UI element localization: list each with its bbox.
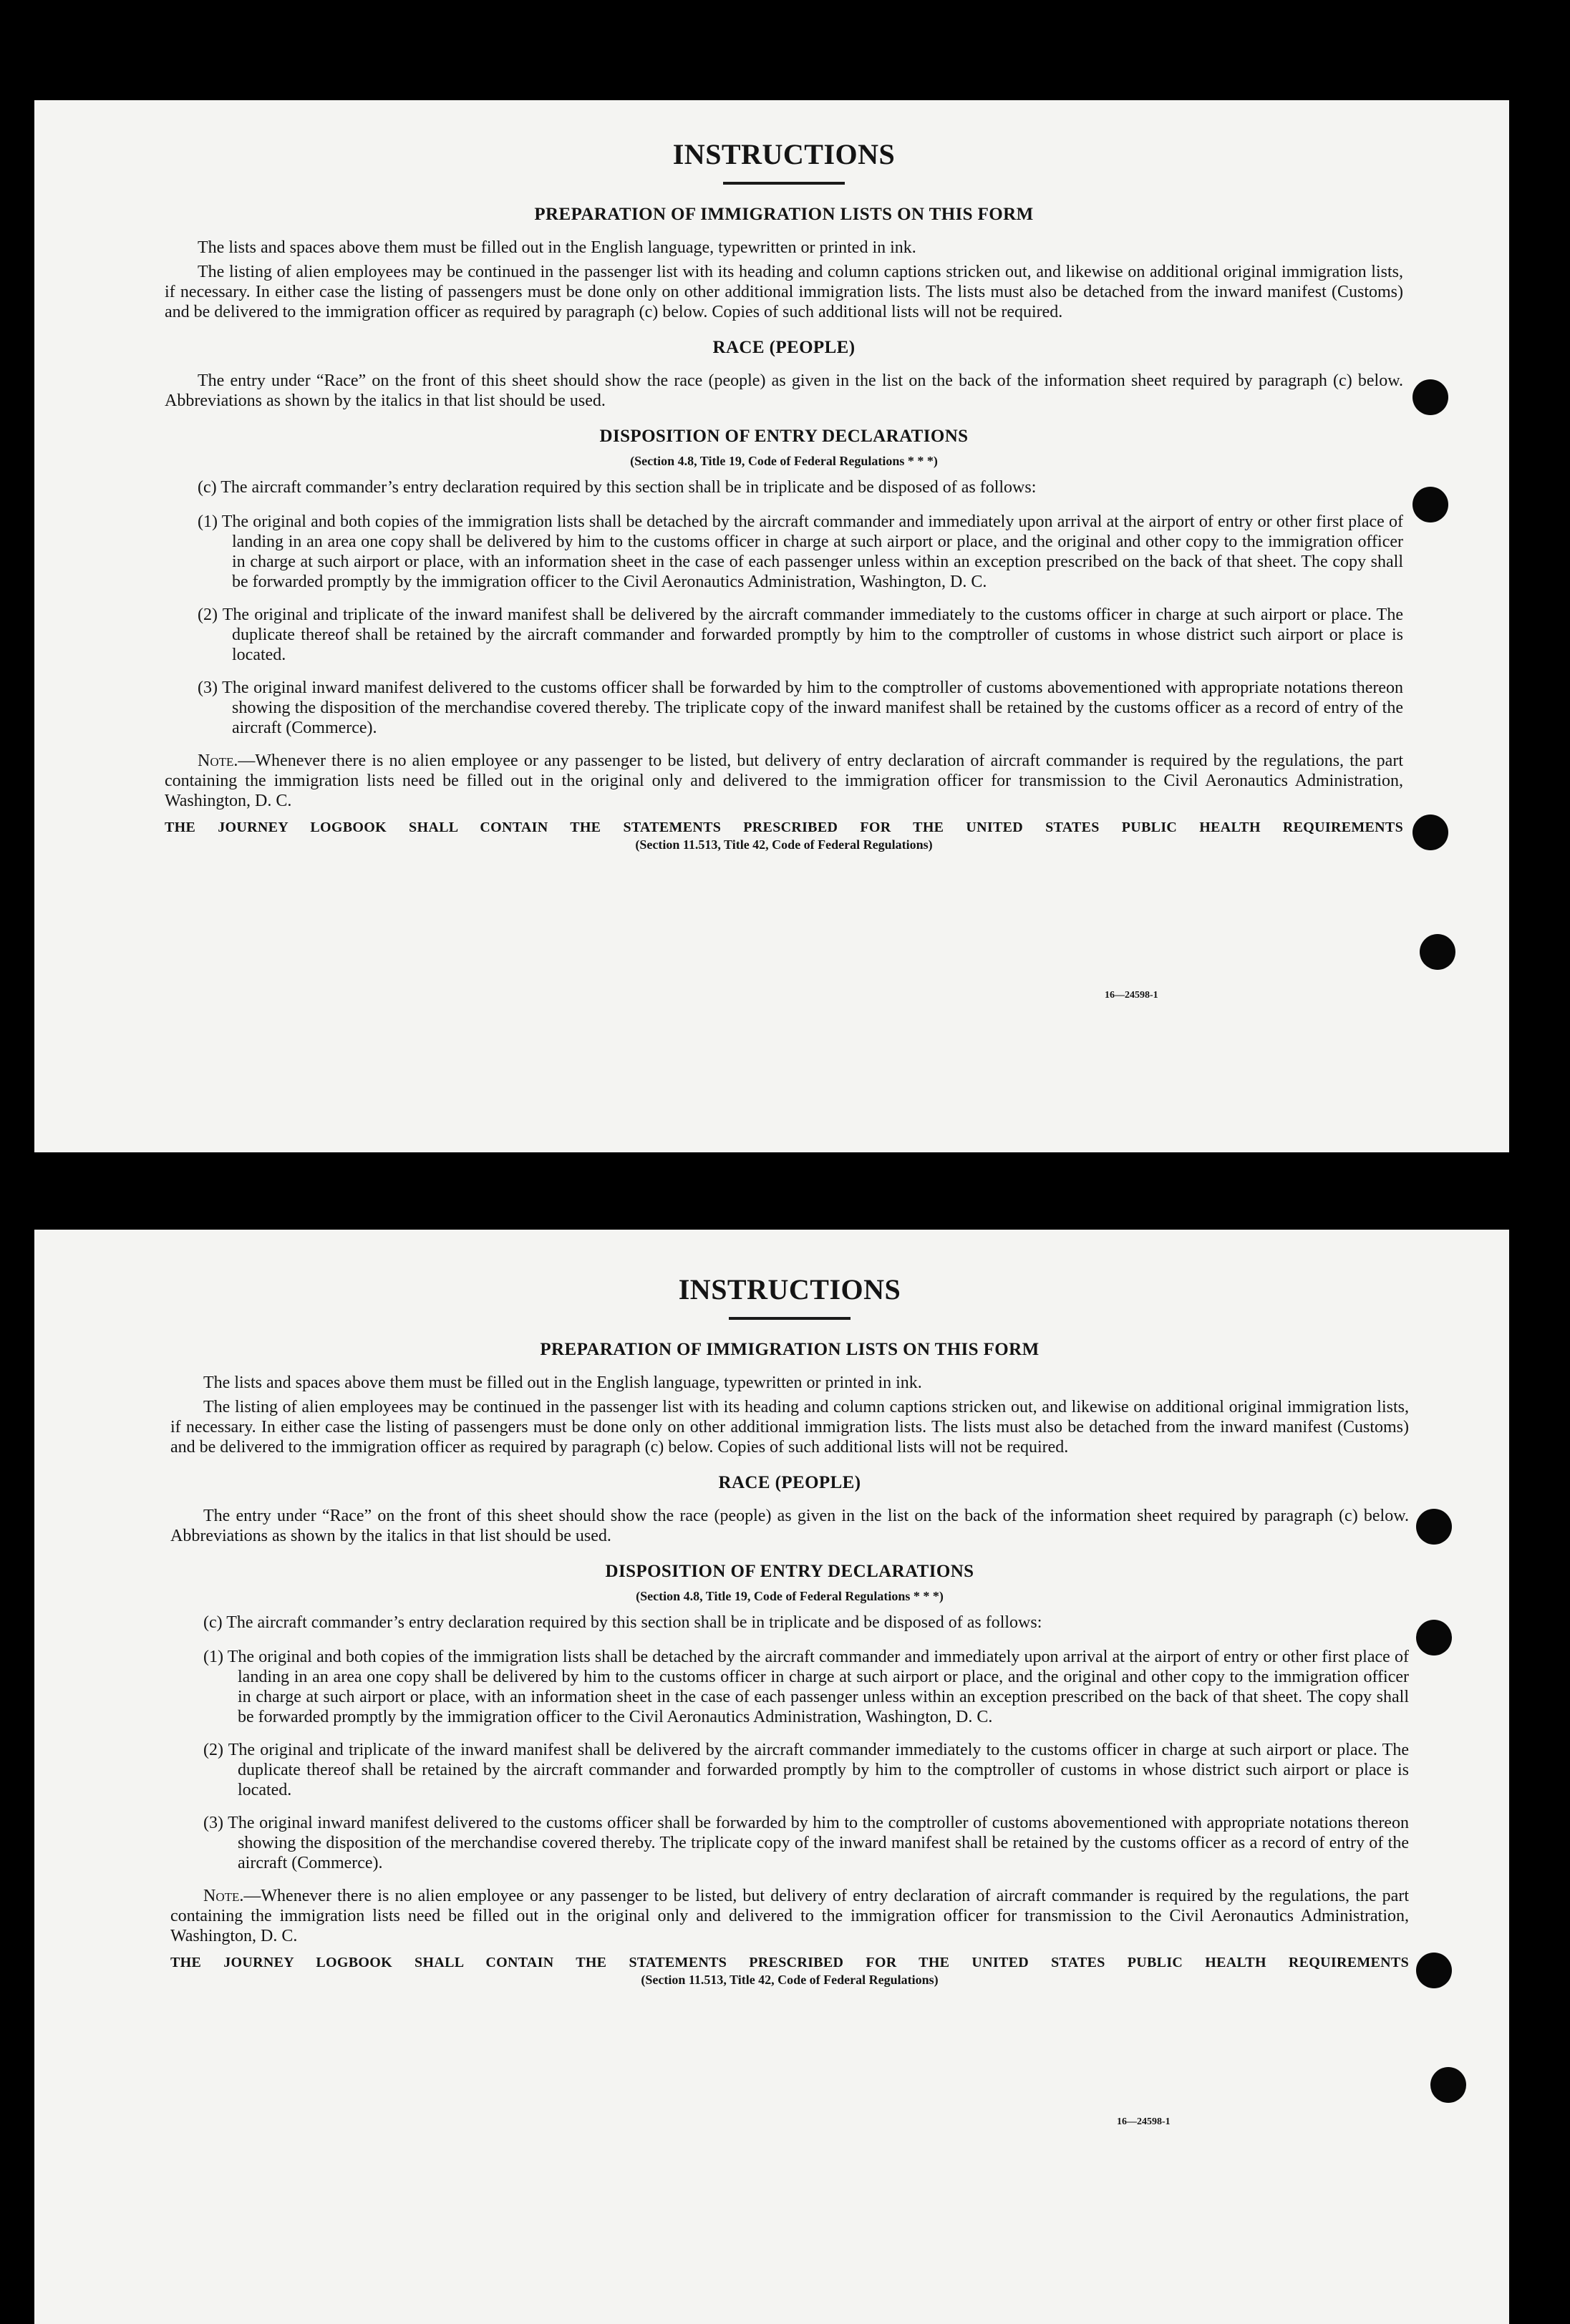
punch-hole-icon [1412,815,1448,850]
section-heading-disposition: DISPOSITION OF ENTRY DECLARATIONS [599,427,969,446]
note-paragraph [170,1886,1409,1946]
punch-hole-icon [1416,1620,1452,1656]
page-title: INSTRUCTIONS [678,1273,901,1306]
instruction-sheet-top [34,100,1509,1152]
paragraph-alien-employees: The listing of alien employees may be continued in the passenger list with its heading and column captions stricken out, and likewise on additional original immigration lists, if necessary. In either case the listing of passengers must be done only on other additional immigration lists. The lists must also be detached from the inward manifest (Customs) and be delivered to the immigration officer as required by paragraph (c) below. Copies of such additional lists will not be required. [170,1398,1409,1457]
paragraph-race: The entry under “Race” on the front of this sheet should show the race (people) as given in the list on the back of the information sheet required by paragraph (c) below. Abbreviations as shown by the italics in that list should be used. [170,1507,1409,1545]
logbook-citation: (Section 11.513, Title 42, Code of Federal Regulations) [641,1973,939,1987]
punch-hole-icon [1416,1509,1452,1545]
punch-hole-icon [1412,379,1448,415]
paragraph-alien-employees: The listing of alien employees may be continued in the passenger list with its heading and column captions stricken out, and likewise on additional original immigration lists, if necessary. In either case the listing of passengers must be done only on other additional immigration lists. The lists must also be detached from the inward manifest (Customs) and be delivered to the immigration officer as required by paragraph (c) below. Copies of such additional lists will not be required. [165,263,1403,321]
note-paragraph [165,751,1403,811]
instruction-sheet-bottom [34,1230,1509,2324]
form-number: 16—24598-1 [1105,990,1158,1001]
punch-hole-icon [1430,2067,1466,2103]
list-item-3: (3) The original inward manifest delivered to the customs officer shall be forwarded by him to the comptroller of customs abovementioned with appropriate notations thereon showing the disposition of the merchandise covered thereby. The triplicate copy of the inward manifest shall be retained by the customs officer as a record of entry of the aircraft (Commerce). [203,1814,1409,1872]
list-item-3: (3) The original inward manifest delivered to the customs officer shall be forwarded by him to the comptroller of customs abovementioned with appropriate notations thereon showing the disposition of the merchandise covered thereby. The triplicate copy of the inward manifest shall be retained by the customs officer as a record of entry of the aircraft (Commerce). [198,679,1403,737]
punch-hole-icon [1420,934,1455,970]
list-item-2: (2) The original and triplicate of the inward manifest shall be delivered by the aircraft commander immediately to the customs officer in charge at such airport or place. The duplicate thereof shall be retained by the aircraft commander and forwarded promptly by him to the comptroller of customs in whose district such airport or place is located. [203,1741,1409,1799]
title-underline [729,1317,851,1320]
punch-hole-icon [1416,1953,1452,1988]
logbook-statement: THE JOURNEY LOGBOOK SHALL CONTAIN THE STATEMENTS PRESCRIBED FOR THE UNITED STATES PUBLIC HEALTH REQUIREMENTS [170,1955,1409,1970]
page-title: INSTRUCTIONS [672,138,896,170]
form-number: 16—24598-1 [1117,2116,1171,2127]
list-item-1: (1) The original and both copies of the immigration lists shall be detached by the aircraft commander and immediately upon arrival at the airport of entry or other first place of landing in an area one copy shall be delivered by him to the customs officer in charge at such airport or place, and the original and other copy to the immigration officer in charge at such airport or place, with an information sheet in the case of each passenger unless within an exception prescribed on the back of that sheet. The copy shall be forwarded promptly by the immigration officer to the Civil Aeronautics Administration, Washington, D. C. [203,1648,1409,1726]
logbook-citation: (Section 11.513, Title 42, Code of Federal Regulations) [635,837,933,852]
paragraph-race: The entry under “Race” on the front of this sheet should show the race (people) as given in the list on the back of the information sheet required by paragraph (c) below. Abbreviations as shown by the italics in that list should be used. [165,371,1403,410]
note-text: —Whenever there is no alien employee or any passenger to be listed, but delivery of entry declaration of aircraft commander is required by the regulations, the part containing the immigration lists need be filled out in the original only and delivered to the immigration officer for transmission to the Civil Aeronautics Administration, Washington, D. C. [170,1887,1409,1945]
disposition-citation: (Section 4.8, Title 19, Code of Federal Regulations * * *) [630,454,938,468]
clause-c: (c) The aircraft commander’s entry declaration required by this section shall be in triplicate and be disposed of as follows: [203,1613,1042,1632]
title-underline [723,182,845,185]
paragraph-language: The lists and spaces above them must be filled out in the English language, typewritten or printed in ink. [203,1374,922,1392]
list-item-1: (1) The original and both copies of the immigration lists shall be detached by the aircraft commander and immediately upon arrival at the airport of entry or other first place of landing in an area one copy shall be delivered by him to the customs officer in charge at such airport or place, and the original and other copy to the immigration officer in charge at such airport or place, with an information sheet in the case of each passenger unless within an exception prescribed on the back of that sheet. The copy shall be forwarded promptly by the immigration officer to the Civil Aeronautics Administration, Washington, D. C. [198,512,1403,591]
section-heading-race: RACE (PEOPLE) [712,338,856,357]
section-heading-preparation: PREPARATION OF IMMIGRATION LISTS ON THIS FORM [540,1340,1040,1359]
note-text: —Whenever there is no alien employee or any passenger to be listed, but delivery of entry declaration of aircraft commander is required by the regulations, the part containing the immigration lists need be filled out in the original only and delivered to the immigration officer for transmission to the Civil Aeronautics Administration, Washington, D. C. [165,752,1403,810]
note-label: Note. [198,752,238,770]
section-heading-race: RACE (PEOPLE) [718,1473,861,1492]
disposition-citation: (Section 4.8, Title 19, Code of Federal Regulations * * *) [636,1589,944,1603]
sheet-content [165,137,1403,852]
punch-hole-icon [1412,487,1448,522]
clause-c: (c) The aircraft commander’s entry declaration required by this section shall be in triplicate and be disposed of as follows: [198,478,1037,497]
section-heading-disposition: DISPOSITION OF ENTRY DECLARATIONS [605,1562,974,1581]
paragraph-language: The lists and spaces above them must be filled out in the English language, typewritten or printed in ink. [198,238,916,257]
logbook-statement: THE JOURNEY LOGBOOK SHALL CONTAIN THE STATEMENTS PRESCRIBED FOR THE UNITED STATES PUBLIC HEALTH REQUIREMENTS [165,820,1403,835]
sheet-content [170,1273,1409,1988]
section-heading-preparation: PREPARATION OF IMMIGRATION LISTS ON THIS FORM [534,205,1034,224]
list-item-2: (2) The original and triplicate of the inward manifest shall be delivered by the aircraft commander immediately to the customs officer in charge at such airport or place. The duplicate thereof shall be retained by the aircraft commander and forwarded promptly by him to the comptroller of customs in whose district such airport or place is located. [198,606,1403,664]
note-label: Note. [203,1887,244,1905]
